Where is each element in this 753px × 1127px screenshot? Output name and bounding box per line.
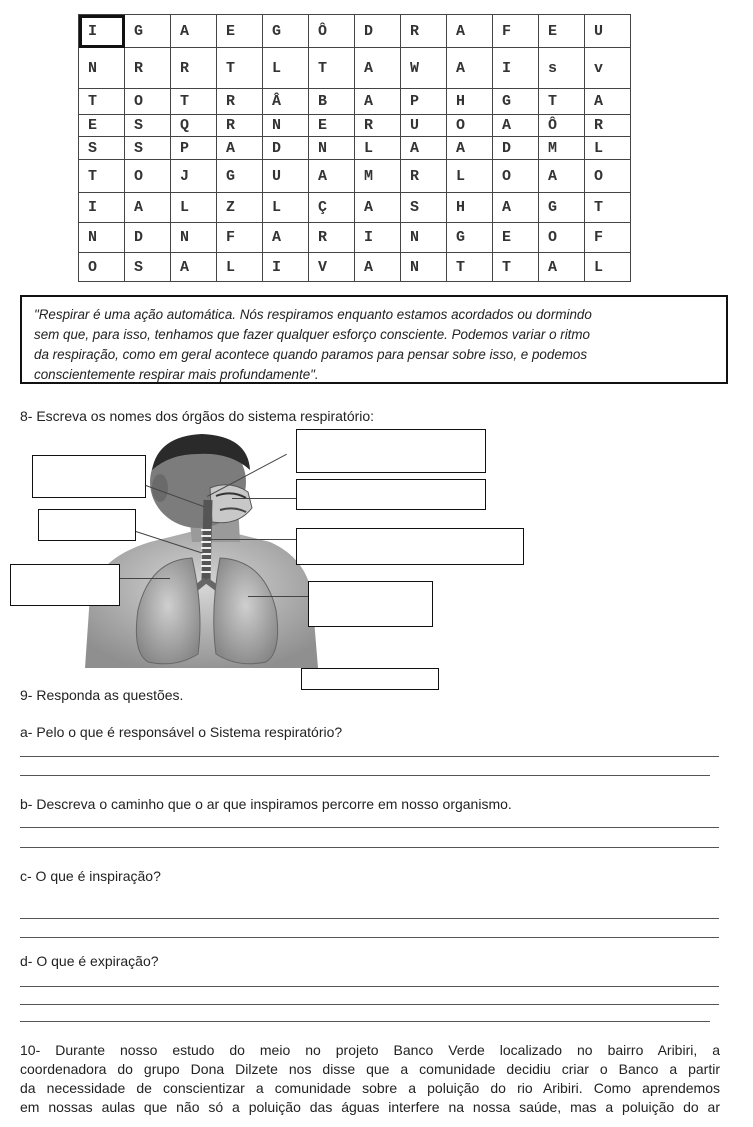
question-10-text — [20, 1041, 720, 1117]
grid-cell[interactable]: L — [355, 137, 401, 160]
word-search-grid — [78, 14, 631, 282]
grid-cell[interactable]: U — [401, 115, 447, 137]
grid-cell[interactable]: I — [355, 223, 401, 253]
grid-cell[interactable]: N — [401, 253, 447, 282]
grid-cell[interactable]: S — [125, 115, 171, 137]
question-9a: a- Pelo o que é responsável o Sistema respiratório? — [20, 724, 343, 740]
answer-box-2[interactable] — [296, 429, 486, 473]
grid-row — [79, 193, 631, 223]
grid-cell[interactable]: W — [401, 48, 447, 89]
answer-box-4[interactable] — [38, 509, 136, 541]
grid-cell[interactable]: A — [585, 89, 631, 115]
grid-cell[interactable]: A — [355, 253, 401, 282]
question-9b: b- Descreva o caminho que o ar que inspiramos percorre em nosso organismo. — [20, 796, 512, 812]
grid-cell[interactable]: F — [493, 15, 539, 48]
grid-cell[interactable]: T — [79, 89, 125, 115]
paragraph-line: coordenadora do grupo Dona Dilzete nos disse que a comunidade decidiu criar o Banco a partir — [20, 1061, 720, 1077]
grid-cell[interactable]: H — [447, 89, 493, 115]
grid-cell[interactable]: A — [355, 89, 401, 115]
grid-cell[interactable]: O — [447, 115, 493, 137]
grid-cell[interactable]: R — [401, 15, 447, 48]
grid-cell[interactable]: N — [401, 223, 447, 253]
grid-cell[interactable]: A — [539, 253, 585, 282]
quote-line: da respiração, como em geral acontece quando paramos para pensar sobre isso, e podemos — [34, 347, 588, 362]
grid-cell[interactable]: L — [171, 193, 217, 223]
answer-line[interactable] — [20, 937, 719, 938]
grid-cell[interactable]: G — [263, 15, 309, 48]
paragraph-line: em nossas aulas que não só a poluição das águas interfere na nossa saúde, mas a poluição do ar — [20, 1099, 720, 1115]
grid-cell[interactable]: O — [125, 89, 171, 115]
answer-box-6[interactable] — [10, 564, 120, 606]
quote-line: sem que, para isso, tenhamos que fazer qualquer esforço consciente. Podemos variar o ritmo — [34, 327, 590, 342]
grid-cell[interactable]: A — [355, 48, 401, 89]
grid-cell[interactable]: T — [539, 89, 585, 115]
answer-line[interactable] — [20, 1004, 719, 1005]
grid-cell[interactable]: U — [263, 160, 309, 193]
grid-cell[interactable]: R — [401, 160, 447, 193]
grid-cell[interactable]: S — [125, 137, 171, 160]
grid-cell[interactable]: L — [217, 253, 263, 282]
grid-cell[interactable]: B — [309, 89, 355, 115]
grid-row — [79, 89, 631, 115]
grid-cell[interactable]: T — [171, 89, 217, 115]
grid-cell[interactable]: G — [539, 193, 585, 223]
grid-cell[interactable]: G — [447, 223, 493, 253]
grid-cell[interactable]: G — [217, 160, 263, 193]
answer-line[interactable] — [20, 775, 710, 776]
grid-cell[interactable]: S — [125, 253, 171, 282]
grid-cell[interactable]: E — [309, 115, 355, 137]
grid-cell[interactable]: P — [401, 89, 447, 115]
quote-box — [20, 295, 728, 384]
grid-cell[interactable]: F — [585, 223, 631, 253]
question-8-title: 8- Escreva os nomes dos órgãos do sistema respiratório: — [20, 408, 375, 424]
grid-cell[interactable]: R — [355, 115, 401, 137]
grid-cell[interactable]: A — [447, 48, 493, 89]
grid-cell[interactable]: F — [217, 223, 263, 253]
grid-cell[interactable]: N — [309, 137, 355, 160]
grid-cell[interactable]: O — [79, 253, 125, 282]
grid-cell[interactable]: J — [171, 160, 217, 193]
grid-cell[interactable]: E — [79, 115, 125, 137]
grid-cell[interactable]: A — [493, 115, 539, 137]
grid-row — [79, 160, 631, 193]
grid-cell[interactable]: N — [263, 115, 309, 137]
grid-cell[interactable]: I — [79, 15, 125, 48]
quote-line: "Respirar é uma ação automática. Nós respiramos enquanto estamos acordados ou dormindo — [34, 307, 592, 322]
grid-cell[interactable]: E — [539, 15, 585, 48]
answer-line[interactable] — [20, 986, 719, 987]
grid-cell[interactable]: Q — [171, 115, 217, 137]
grid-cell[interactable]: G — [493, 89, 539, 115]
answer-line[interactable] — [20, 756, 719, 757]
grid-cell[interactable]: D — [125, 223, 171, 253]
grid-cell[interactable]: I — [79, 193, 125, 223]
grid-cell[interactable]: A — [447, 15, 493, 48]
grid-row — [79, 48, 631, 89]
grid-cell[interactable]: V — [309, 253, 355, 282]
answer-box-8[interactable] — [301, 668, 439, 690]
grid-cell[interactable]: E — [493, 223, 539, 253]
grid-cell[interactable]: D — [493, 137, 539, 160]
grid-cell[interactable]: T — [447, 253, 493, 282]
grid-cell[interactable]: D — [355, 15, 401, 48]
grid-cell[interactable]: O — [539, 223, 585, 253]
grid-cell[interactable]: R — [125, 48, 171, 89]
grid-row — [79, 223, 631, 253]
grid-cell[interactable]: L — [585, 137, 631, 160]
grid-cell[interactable]: M — [539, 137, 585, 160]
grid-cell[interactable]: s — [539, 48, 585, 89]
grid-cell[interactable]: N — [79, 48, 125, 89]
grid-cell[interactable]: H — [447, 193, 493, 223]
grid-cell[interactable]: A — [355, 193, 401, 223]
grid-cell[interactable]: A — [309, 160, 355, 193]
grid-cell[interactable]: O — [125, 160, 171, 193]
grid-cell[interactable]: R — [585, 115, 631, 137]
paragraph-line: 10- Durante nosso estudo do meio no projeto Banco Verde localizado no bairro Aribiri, a — [20, 1042, 720, 1058]
grid-cell[interactable]: v — [585, 48, 631, 89]
answer-box-5[interactable] — [296, 528, 524, 565]
grid-cell[interactable]: Z — [217, 193, 263, 223]
grid-cell[interactable]: A — [217, 137, 263, 160]
grid-cell[interactable]: R — [217, 89, 263, 115]
grid-cell[interactable]: O — [493, 160, 539, 193]
grid-cell[interactable]: O — [585, 160, 631, 193]
grid-cell[interactable]: R — [171, 48, 217, 89]
grid-cell[interactable]: N — [171, 223, 217, 253]
grid-cell[interactable]: S — [401, 193, 447, 223]
grid-cell[interactable]: T — [585, 193, 631, 223]
grid-cell[interactable]: A — [171, 15, 217, 48]
grid-cell[interactable]: D — [263, 137, 309, 160]
grid-cell[interactable]: G — [125, 15, 171, 48]
grid-cell[interactable]: I — [493, 48, 539, 89]
grid-cell[interactable]: U — [585, 15, 631, 48]
answer-line[interactable] — [20, 918, 719, 919]
grid-cell[interactable]: T — [309, 48, 355, 89]
answer-line[interactable] — [20, 847, 719, 848]
grid-cell[interactable]: R — [217, 115, 263, 137]
grid-cell[interactable]: A — [493, 193, 539, 223]
grid-cell[interactable]: L — [263, 193, 309, 223]
grid-cell[interactable]: N — [79, 223, 125, 253]
grid-cell[interactable]: Ç — [309, 193, 355, 223]
grid-cell[interactable]: A — [401, 137, 447, 160]
grid-row — [79, 137, 631, 160]
grid-row — [79, 15, 631, 48]
grid-cell[interactable]: I — [263, 253, 309, 282]
grid-cell[interactable]: E — [217, 15, 263, 48]
grid-cell[interactable]: P — [171, 137, 217, 160]
question-9c: c- O que é inspiração? — [20, 868, 161, 884]
question-9-title: 9- Responda as questões. — [20, 687, 184, 703]
grid-cell[interactable]: T — [217, 48, 263, 89]
grid-cell[interactable]: A — [125, 193, 171, 223]
grid-cell[interactable]: R — [309, 223, 355, 253]
answer-line[interactable] — [20, 1021, 710, 1022]
grid-row — [79, 253, 631, 282]
grid-cell[interactable]: A — [447, 137, 493, 160]
question-9d: d- O que é expiração? — [20, 953, 159, 969]
answer-box-7[interactable] — [308, 581, 433, 627]
grid-cell[interactable]: T — [493, 253, 539, 282]
answer-box-3[interactable] — [296, 479, 486, 510]
grid-row — [79, 115, 631, 137]
grid-cell[interactable]: L — [585, 253, 631, 282]
paragraph-line: da necessidade de conscientizar a comunidade sobre a poluição do rio Aribiri. Como aprendemos — [20, 1080, 720, 1096]
grid-cell[interactable]: L — [263, 48, 309, 89]
grid-cell[interactable]: A — [263, 223, 309, 253]
quote-line: conscientemente respirar mais profundamente". — [34, 367, 319, 382]
grid-cell[interactable]: M — [355, 160, 401, 193]
grid-cell[interactable]: T — [79, 160, 125, 193]
grid-cell[interactable]: A — [171, 253, 217, 282]
grid-cell[interactable]: S — [79, 137, 125, 160]
grid-cell[interactable]: Ô — [309, 15, 355, 48]
grid-cell[interactable]: A — [539, 160, 585, 193]
answer-box-1[interactable] — [32, 455, 146, 498]
grid-cell[interactable]: L — [447, 160, 493, 193]
grid-cell[interactable]: Ô — [539, 115, 585, 137]
grid-cell[interactable]: Â — [263, 89, 309, 115]
answer-line[interactable] — [20, 827, 719, 828]
